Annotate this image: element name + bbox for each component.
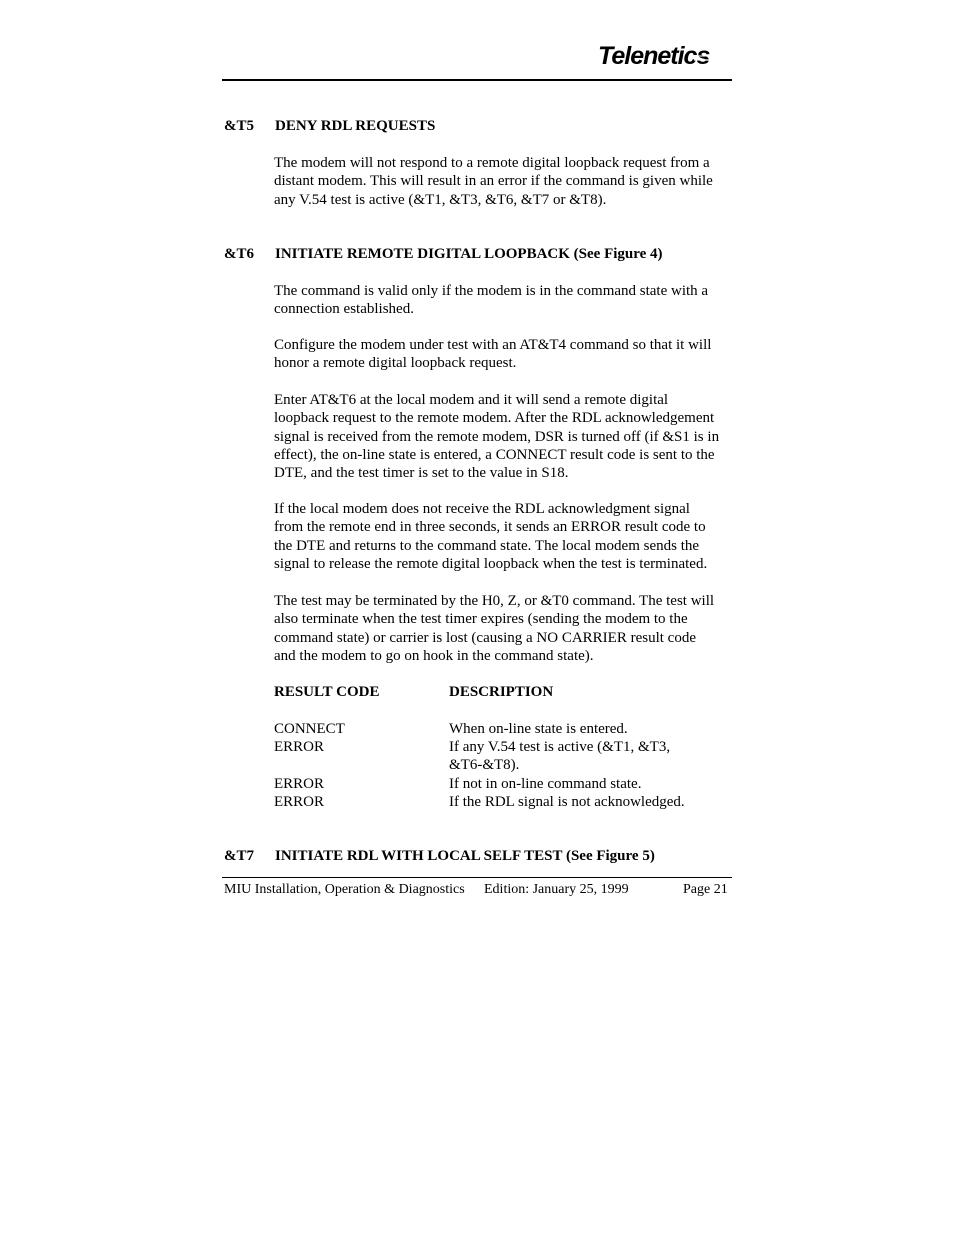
paragraph-t5-1 xyxy=(274,154,734,209)
text-line: connection established. xyxy=(274,301,414,318)
footer-edition: Edition: January 25, 1999 xyxy=(484,882,629,897)
table-cell-code: ERROR xyxy=(274,776,325,792)
table-cell-code: CONNECT xyxy=(274,721,345,737)
paragraph-t6-3 xyxy=(274,391,734,482)
table-cell-code: ERROR xyxy=(274,794,325,810)
paragraph-t6-1 xyxy=(274,282,734,319)
footer-manual-title: MIU Installation, Operation & Diagnostics xyxy=(224,882,465,897)
text-line: effect), the on-line state is entered, a CONNECT result code is sent to the xyxy=(274,446,715,463)
section-heading-t5 xyxy=(224,117,435,135)
table-cell-description: If not in on-line command state. xyxy=(449,776,642,792)
text-line: If the local modem does not receive the RDL acknowledgment signal xyxy=(274,501,690,517)
paragraph-t6-4 xyxy=(274,500,734,573)
table-cell-description: When on-line state is entered. xyxy=(449,721,628,737)
section-title: DENY RDL REQUESTS xyxy=(275,118,436,134)
result-code-table xyxy=(274,683,734,813)
text-line: The modem will not respond to a remote digital loopback request from a xyxy=(274,155,710,171)
telenetics-logo xyxy=(596,38,732,70)
logo-text: Telenetics xyxy=(598,42,710,70)
text-line: Configure the modem under test with an AT&T4 command so that it will xyxy=(274,337,712,353)
text-line: any V.54 test is active (&T1, &T3, &T6, &T7 or &T8). xyxy=(274,191,607,208)
text-line: DTE, and the test timer is set to the value in S18. xyxy=(274,465,569,482)
table-cell-description: &T6-&T8). xyxy=(449,757,520,773)
header-rule xyxy=(222,79,732,81)
table-cell-description: If any V.54 test is active (&T1, &T3, xyxy=(449,739,671,755)
section-title: INITIATE RDL WITH LOCAL SELF TEST (See Figure 5) xyxy=(275,848,655,864)
text-line: signal is received from the remote modem, DSR is turned off (if &S1 is in xyxy=(274,428,720,445)
section-heading-t6 xyxy=(224,245,663,263)
text-line: The command is valid only if the modem is in the command state with a xyxy=(274,283,709,299)
table-cell-code: ERROR xyxy=(274,739,325,755)
text-line: distant modem. This will result in an error if the command is given while xyxy=(274,173,713,190)
table-header-result-code: RESULT CODE xyxy=(274,684,380,700)
paragraph-t6-2 xyxy=(274,336,734,373)
text-line: command state) or carrier is lost (causing a NO CARRIER result code xyxy=(274,629,696,646)
section-code: &T7 xyxy=(224,848,254,864)
table-header-description: DESCRIPTION xyxy=(449,684,554,700)
footer-page-number: Page 21 xyxy=(683,882,728,897)
section-code: &T5 xyxy=(224,118,254,134)
table-cell-description: If the RDL signal is not acknowledged. xyxy=(449,794,685,810)
text-line: from the remote end in three seconds, it sends an ERROR result code to xyxy=(274,519,706,536)
section-heading-t7 xyxy=(224,847,655,865)
paragraph-t6-5 xyxy=(274,592,734,665)
text-line: and the modem to go on hook in the command state). xyxy=(274,647,594,664)
section-code: &T6 xyxy=(224,246,254,262)
text-line: the DTE and returns to the command state. The local modem sends the xyxy=(274,537,700,554)
text-line: The test may be terminated by the H0, Z, or &T0 command. The test will xyxy=(274,593,715,609)
text-line: Enter AT&T6 at the local modem and it will send a remote digital xyxy=(274,392,669,408)
text-line: loopback request to the remote modem. After the RDL acknowledgement xyxy=(274,410,715,427)
footer-rule xyxy=(222,877,732,878)
text-line: honor a remote digital loopback request. xyxy=(274,355,517,372)
text-line: also terminate when the test timer expires (sending the modem to the xyxy=(274,611,688,628)
section-title: INITIATE REMOTE DIGITAL LOOPBACK (See Figure 4) xyxy=(275,246,663,262)
text-line: signal to release the remote digital loopback when the test is terminated. xyxy=(274,555,708,572)
